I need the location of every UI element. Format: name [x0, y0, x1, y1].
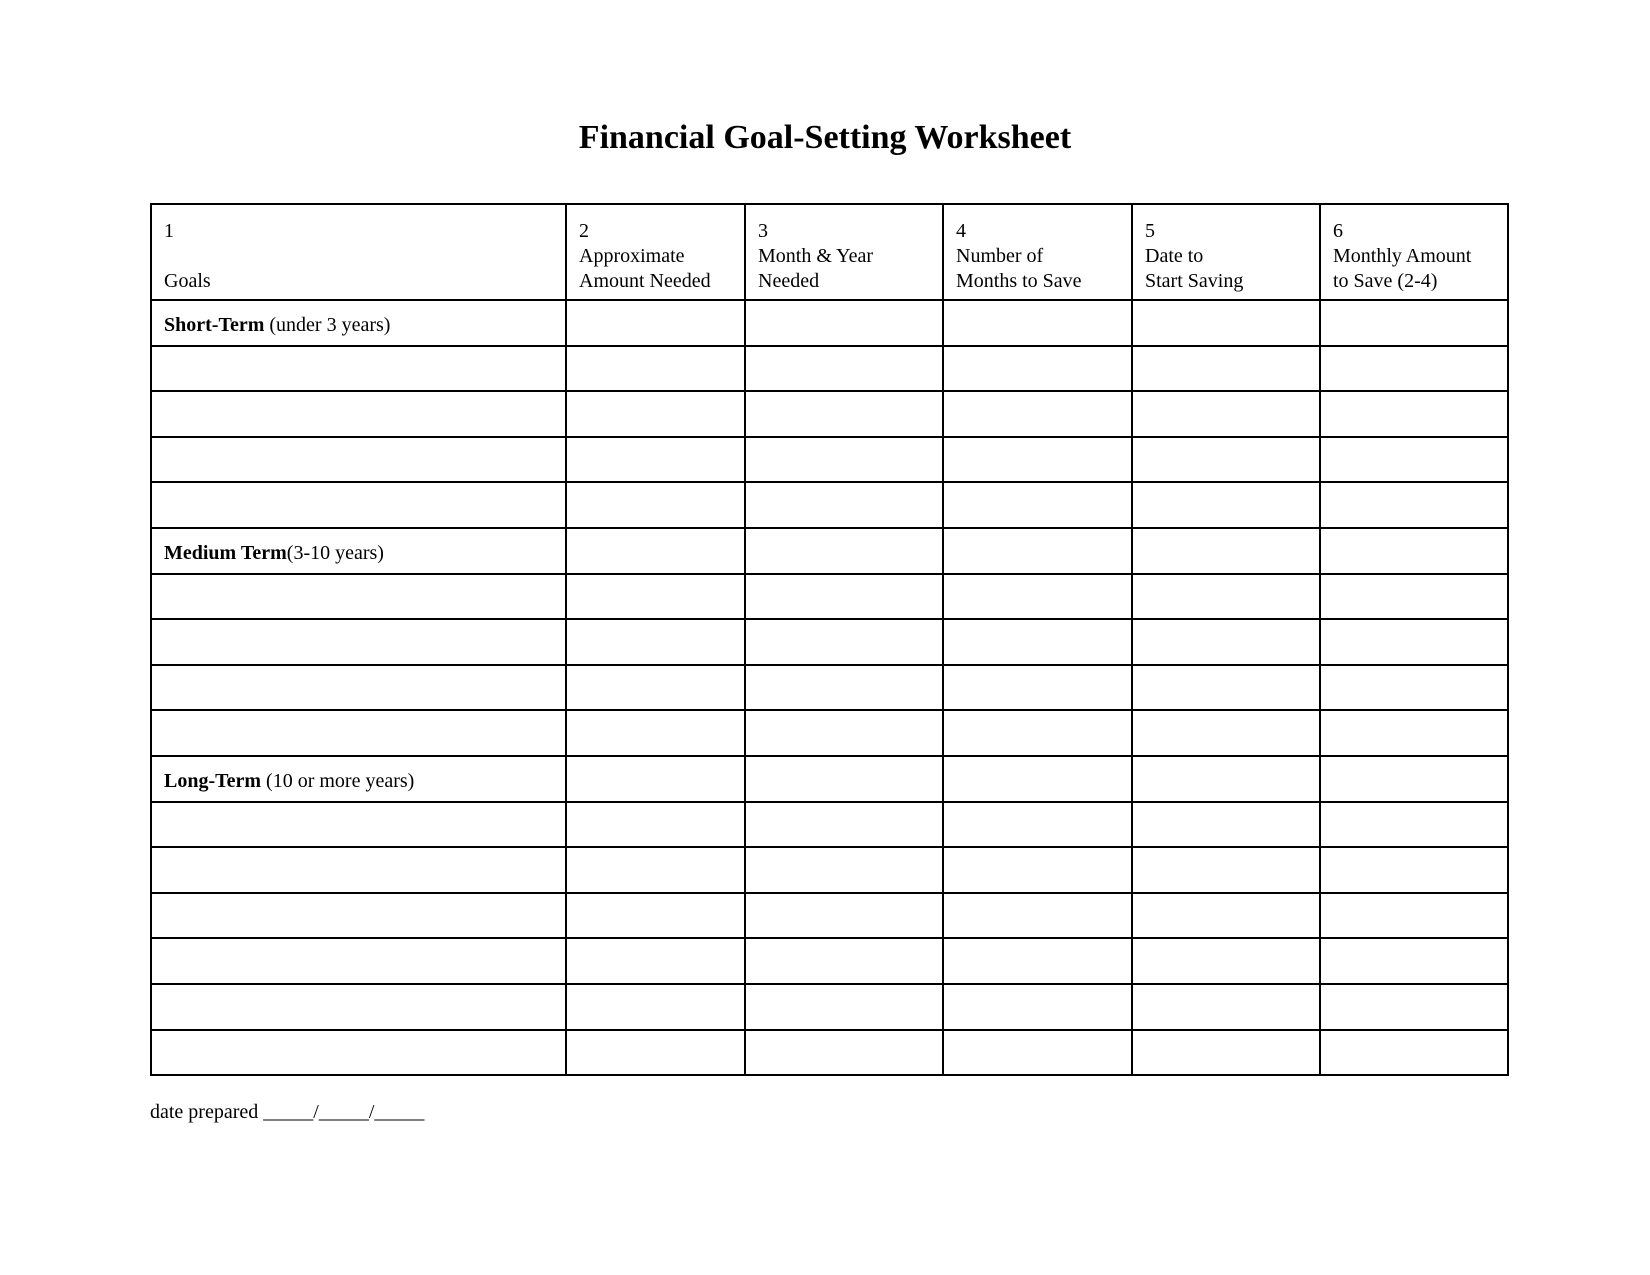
goal-cell[interactable]: [151, 574, 566, 620]
section-title: Short-Term: [164, 314, 265, 336]
table-cell[interactable]: [1132, 710, 1320, 756]
table-cell[interactable]: [1320, 391, 1508, 437]
column-number: 3: [758, 220, 768, 242]
column-header-monthly-amount: [1320, 204, 1508, 300]
table-cell[interactable]: [943, 802, 1132, 848]
section-title: Medium Term: [164, 541, 287, 564]
table-cell[interactable]: [1320, 528, 1508, 574]
column-label-line1: Month & Year: [758, 245, 874, 267]
table-cell[interactable]: [1132, 984, 1320, 1030]
table-cell[interactable]: [1132, 574, 1320, 620]
table-cell[interactable]: [745, 802, 943, 848]
section-title: Long-Term: [164, 769, 262, 792]
table-row: [151, 984, 1508, 1030]
table-row: [151, 619, 1508, 665]
table-cell[interactable]: [745, 984, 943, 1030]
table-cell[interactable]: [1320, 346, 1508, 392]
table-cell[interactable]: [1320, 574, 1508, 620]
table-row: [151, 893, 1508, 939]
column-label-line1: [164, 244, 565, 269]
table-cell[interactable]: [943, 300, 1132, 346]
column-header-month-year-needed: [745, 204, 943, 300]
table-row: [151, 847, 1508, 893]
table-cell[interactable]: [745, 665, 943, 711]
column-number: 2: [579, 220, 589, 242]
table-cell[interactable]: [1132, 665, 1320, 711]
table-cell[interactable]: [1132, 1030, 1320, 1076]
section-label-medium-term: [151, 528, 566, 574]
table-cell[interactable]: [1320, 437, 1508, 483]
table-cell[interactable]: [1320, 802, 1508, 848]
table-cell[interactable]: [1320, 665, 1508, 711]
table-cell[interactable]: [745, 710, 943, 756]
table-cell[interactable]: [566, 574, 745, 620]
table-cell[interactable]: [943, 391, 1132, 437]
table-row: [151, 1030, 1508, 1076]
table-row: [151, 938, 1508, 984]
table-cell[interactable]: [1320, 847, 1508, 893]
table-cell[interactable]: [943, 984, 1132, 1030]
table-cell[interactable]: [943, 893, 1132, 939]
goal-cell[interactable]: [151, 984, 566, 1030]
goal-worksheet-table: [150, 203, 1509, 1076]
table-cell[interactable]: [1320, 619, 1508, 665]
table-row: [151, 574, 1508, 620]
table-cell[interactable]: [1132, 756, 1320, 802]
table-row: [151, 665, 1508, 711]
table-cell[interactable]: [943, 847, 1132, 893]
table-cell[interactable]: [566, 893, 745, 939]
table-cell[interactable]: [943, 528, 1132, 574]
column-label-line1: Number of: [956, 245, 1044, 267]
column-number: 4: [956, 220, 966, 242]
column-label-line2: Goals: [164, 270, 211, 292]
table-cell[interactable]: [745, 619, 943, 665]
goal-cell[interactable]: [151, 893, 566, 939]
column-header-goals: [151, 204, 566, 300]
column-header-months-to-save: [943, 204, 1132, 300]
goal-cell[interactable]: [151, 847, 566, 893]
table-cell[interactable]: [566, 528, 745, 574]
table-cell[interactable]: [1320, 756, 1508, 802]
table-cell[interactable]: [745, 847, 943, 893]
column-label-line2: Needed: [758, 270, 820, 292]
table-cell[interactable]: [566, 802, 745, 848]
table-cell[interactable]: [566, 710, 745, 756]
section-range: (3-10 years): [286, 541, 384, 564]
table-cell[interactable]: [1132, 300, 1320, 346]
table-cell[interactable]: [943, 938, 1132, 984]
table-cell[interactable]: [1132, 482, 1320, 528]
table-cell[interactable]: [1320, 938, 1508, 984]
table-cell[interactable]: [566, 665, 745, 711]
table-cell[interactable]: [566, 984, 745, 1030]
table-cell[interactable]: [943, 756, 1132, 802]
column-label-line2: Months to Save: [956, 270, 1082, 292]
table-cell[interactable]: [1132, 619, 1320, 665]
column-number: 5: [1145, 220, 1155, 242]
table-cell[interactable]: [1132, 893, 1320, 939]
table-cell[interactable]: [566, 482, 745, 528]
section-label-long-term: [151, 756, 566, 802]
table-cell[interactable]: [1320, 984, 1508, 1030]
table-cell[interactable]: [943, 1030, 1132, 1076]
column-number: 6: [1333, 220, 1343, 242]
table-row: [151, 391, 1508, 437]
table-cell[interactable]: [745, 574, 943, 620]
date-prepared-line[interactable]: date prepared _____/_____/_____: [150, 1101, 425, 1123]
table-cell[interactable]: [566, 938, 745, 984]
table-cell[interactable]: [1132, 346, 1320, 392]
header-row: [151, 204, 1508, 300]
table-cell[interactable]: [1320, 893, 1508, 939]
table-cell[interactable]: [943, 437, 1132, 483]
column-label-line1: Approximate: [579, 245, 685, 267]
table-cell[interactable]: [1132, 802, 1320, 848]
column-label-line1: Monthly Amount: [1333, 245, 1472, 267]
table-cell[interactable]: [1132, 391, 1320, 437]
goal-cell[interactable]: [151, 938, 566, 984]
column-label-line1: Date to: [1145, 245, 1204, 267]
section-range: (10 or more years): [261, 769, 415, 792]
goal-cell[interactable]: [151, 482, 566, 528]
table-cell[interactable]: [745, 437, 943, 483]
column-header-amount-needed: [566, 204, 745, 300]
table-cell[interactable]: [1132, 437, 1320, 483]
table-cell[interactable]: [745, 346, 943, 392]
column-label-line2: Start Saving: [1145, 270, 1244, 292]
table-cell[interactable]: [566, 300, 745, 346]
table-row: [151, 802, 1508, 848]
table-cell[interactable]: [1132, 847, 1320, 893]
goal-cell[interactable]: [151, 391, 566, 437]
section-label-short-term: [151, 300, 566, 346]
table-cell[interactable]: [943, 482, 1132, 528]
section-row-long-term: [151, 756, 1508, 802]
section-range: (under 3 years): [264, 314, 391, 336]
table-row: [151, 346, 1508, 392]
table-cell[interactable]: [1320, 482, 1508, 528]
table-cell[interactable]: [943, 665, 1132, 711]
table-cell[interactable]: [566, 437, 745, 483]
page-title: Financial Goal-Setting Worksheet: [578, 119, 1072, 156]
table-cell[interactable]: [566, 756, 745, 802]
table-row: [151, 437, 1508, 483]
section-row-short-term: [151, 300, 1508, 346]
table-cell[interactable]: [566, 847, 745, 893]
column-label-line2: to Save (2-4): [1333, 270, 1438, 292]
goal-cell[interactable]: [151, 346, 566, 392]
table-row: [151, 482, 1508, 528]
table-cell[interactable]: [1320, 710, 1508, 756]
table-cell[interactable]: [1132, 938, 1320, 984]
table-cell[interactable]: [566, 346, 745, 392]
table-cell[interactable]: [1320, 300, 1508, 346]
table-cell[interactable]: [745, 528, 943, 574]
goal-cell[interactable]: [151, 802, 566, 848]
table-cell[interactable]: [745, 1030, 943, 1076]
table-cell[interactable]: [745, 893, 943, 939]
table-cell[interactable]: [745, 300, 943, 346]
goal-cell[interactable]: [151, 619, 566, 665]
table-cell[interactable]: [943, 710, 1132, 756]
table-cell[interactable]: [566, 1030, 745, 1076]
goal-cell[interactable]: [151, 710, 566, 756]
section-row-medium-term: [151, 528, 1508, 574]
table-cell[interactable]: [566, 391, 745, 437]
goal-cell[interactable]: [151, 437, 566, 483]
goal-cell[interactable]: [151, 1030, 566, 1076]
table-cell[interactable]: [745, 482, 943, 528]
table-cell[interactable]: [1320, 1030, 1508, 1076]
table-cell[interactable]: [566, 619, 745, 665]
goal-cell[interactable]: [151, 665, 566, 711]
column-label-line2: Amount Needed: [579, 270, 711, 292]
table-cell[interactable]: [943, 619, 1132, 665]
table-cell[interactable]: [745, 391, 943, 437]
column-header-start-saving: [1132, 204, 1320, 300]
table-cell[interactable]: [745, 756, 943, 802]
table-cell[interactable]: [745, 938, 943, 984]
column-number: 1: [164, 220, 174, 242]
table-cell[interactable]: [943, 574, 1132, 620]
table-row: [151, 710, 1508, 756]
table-cell[interactable]: [1132, 528, 1320, 574]
table-cell[interactable]: [943, 346, 1132, 392]
